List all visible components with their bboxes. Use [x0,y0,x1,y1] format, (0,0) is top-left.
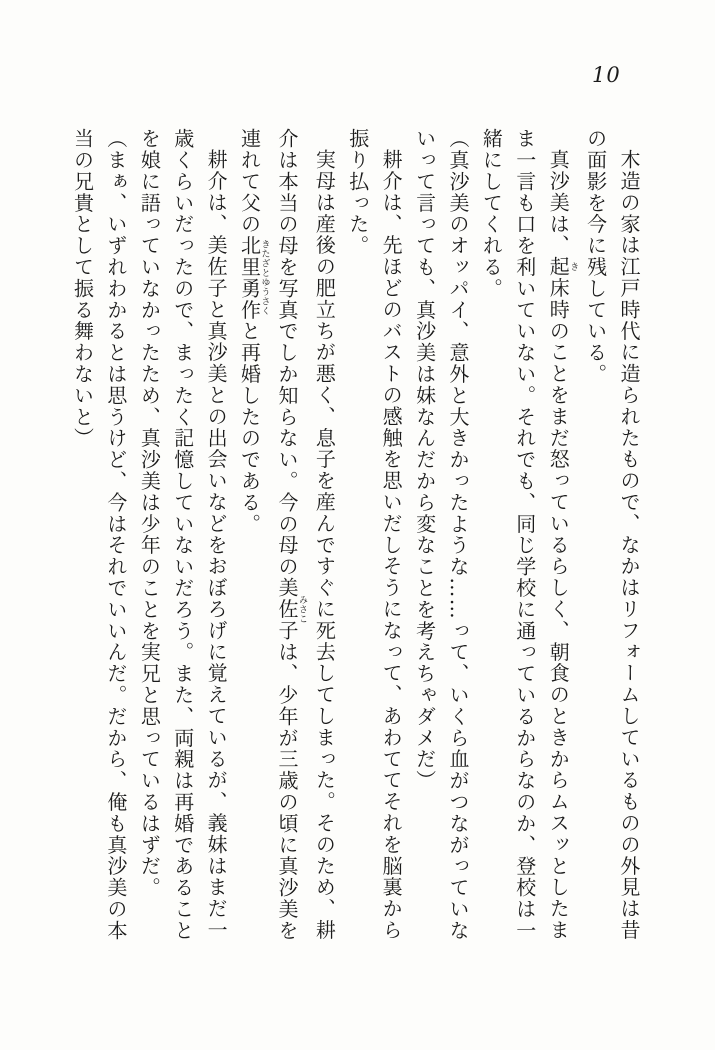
text-segment: 当の兄貴として振る舞わないと） [70,128,95,449]
text-line [340,128,373,944]
text-segment: 耕介は、美佐子と真沙美との出会いなどをおぼろげに覚えているが、義妹はまだ一 [204,149,229,942]
text-segment: 歳くらいだったので、まったく記憶していないだろう。また、両親は再婚であること [170,128,195,942]
text-segment: 真沙美は、 [546,149,571,257]
text-line [132,128,165,944]
text-segment: （真沙美のオッパイ、意外と大きかったような……って、いくら血がつながっていな [445,128,470,942]
furigana: き [568,256,579,278]
ruby-annotated-word: 北里勇作きたざとゆうさく [237,235,270,321]
text-segment: と再婚したのである。 [237,320,262,535]
text-segment: 実母は産後の肥立ちが悪く、息子を産んですぐに死去してしまった。そのため、耕 [312,149,337,942]
text-segment: 緒にしてくれる。 [479,128,504,300]
text-segment: ま一言も口を利いていない。それでも、同じ学校に通っているからなのか、登校は一 [512,128,537,942]
ruby-annotated-word: 起き [546,256,579,278]
text-segment: いって言っても、真沙美は妹なんだから変なことを考えちゃダメだ） [412,128,437,792]
text-line [507,128,540,944]
text-line [578,128,611,944]
furigana: みさこ [296,577,307,642]
text-line [65,128,98,944]
text-segment: の面影を今に残している。 [583,128,608,385]
text-segment: は、少年が三歳の頃に真沙美を [274,641,299,942]
text-segment: 耕介は、先ほどのバストの感触を思いだしそうになって、あわててそれを脳裏から [379,149,404,942]
text-line [307,128,340,944]
text-line [407,128,440,944]
page-number: 10 [592,63,621,87]
text-segment: を娘に語っていなかったため、真沙美は少年のことを実兄と思っているはずだ。 [137,128,162,899]
text-line [541,128,578,944]
text-segment: 木造の家は江戸時代に造られたもので、なかはリフォームしているものの外見は昔 [617,149,641,942]
body-text [65,128,645,944]
text-segment: 振り払った。 [345,128,370,257]
text-segment: 介は本当の母を写真でしか知らない。今の母の [274,128,299,578]
text-line [270,128,307,944]
text-segment: （まぁ、いずれわかるとは思うけど、今はそれでいいんだ。だから、俺も真沙美の本 [103,128,128,942]
ruby-annotated-word: 美佐子みさこ [274,577,307,642]
furigana: きたざとゆうさく [259,235,270,321]
text-segment: 連れて父の [237,128,262,235]
text-segment: 床時のことをまだ怒っているらしく、朝食のときからムスッとしたま [546,277,571,942]
text-line [232,128,269,944]
text-line [612,128,645,944]
text-line [441,128,474,944]
text-line [199,128,232,944]
text-line [474,128,507,944]
text-line [165,128,198,944]
text-line [374,128,407,944]
text-line [99,128,132,944]
